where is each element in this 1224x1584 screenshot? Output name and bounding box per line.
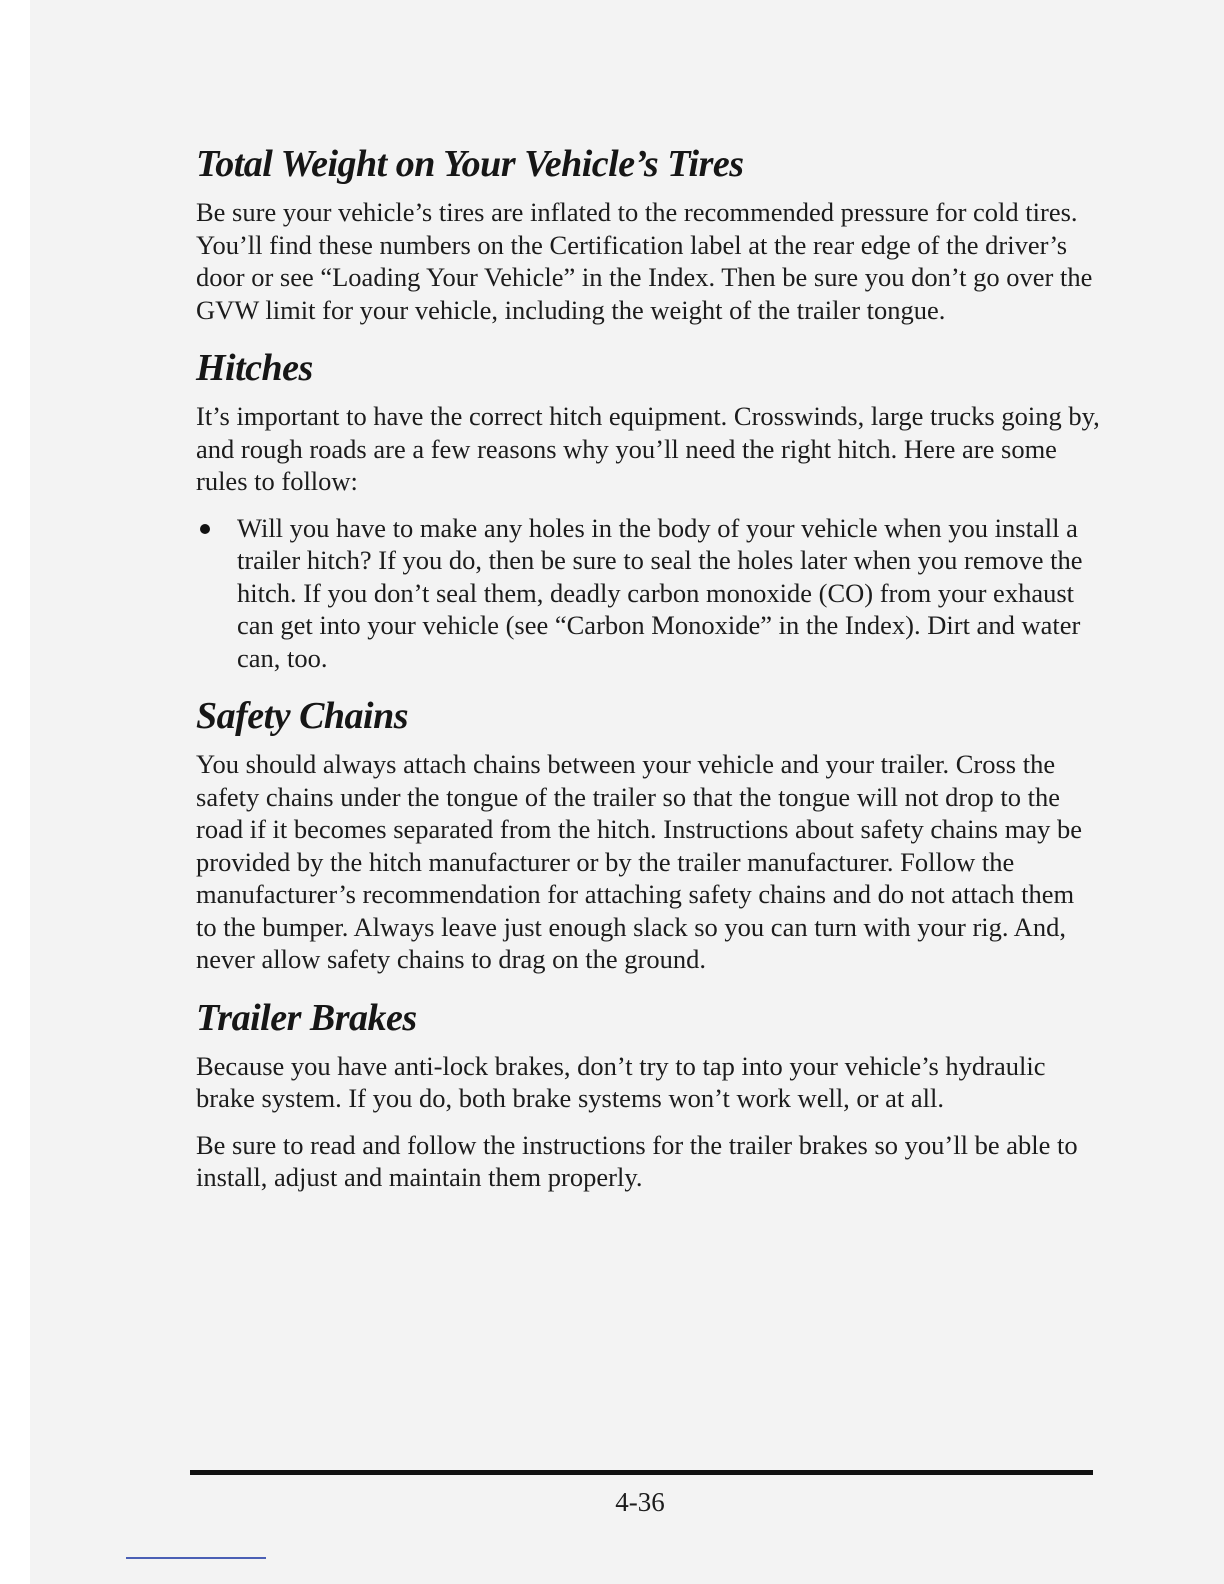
manual-page — [30, 0, 1224, 1584]
section-hitches — [196, 346, 1101, 674]
footer-rule — [190, 1470, 1093, 1475]
corner-link-underline — [126, 1557, 266, 1559]
hitches-bullet-list — [196, 512, 1101, 675]
paragraph-total-weight: Be sure your vehicle’s tires are inflated to the recommended pressure for cold tires. You’ll find these numbers on the Certification label at the rear edge of the driver’s door or see “Loading Your Vehicle” in the Index. Then be sure you don’t go over the GVW limit for your vehicle, including the weight of the trailer tongue. — [196, 197, 1093, 325]
paragraph-trailer-brakes-2: Be sure to read and follow the instructions for the trailer brakes so you’ll be able to install, adjust and maintain them properly. — [196, 1129, 1078, 1192]
list-item-text: Will you have to make any holes in the body of your vehicle when you install a trailer hitch? If you do, then be sure to seal the holes later when you remove the hitch. If you don’t seal them, deadly carbon monoxide (CO) from your exhaust can get into your vehicle (see “Carbon Monoxide” in the Index). Dirt and water can, too. — [237, 512, 1083, 673]
section-trailer-brakes — [196, 996, 1101, 1194]
section-heading-safety-chains: Safety Chains — [196, 695, 409, 737]
paragraph-safety-chains: You should always attach chains between your vehicle and your trailer. Cross the safety chains under the tongue of the trailer so that the tongue will not drop to the road if it becomes separated from the hitch. Instructions about safety chains may be provided by the hitch manufacturer or by the trailer manufacturer. Follow the manufacturer’s recommendation for attaching safety chains and do not attach them to the bumper. Always leave just enough slack so you can turn with your rig. And, never allow safety chains to drag on the ground. — [196, 749, 1082, 974]
section-safety-chains — [196, 694, 1101, 976]
section-total-weight — [196, 142, 1101, 326]
left-margin-strip — [0, 0, 30, 1584]
section-heading-total-weight: Total Weight on Your Vehicle’s Tires — [196, 143, 744, 185]
bullet-icon — [200, 524, 210, 534]
section-heading-hitches: Hitches — [196, 347, 313, 389]
section-heading-trailer-brakes: Trailer Brakes — [196, 996, 417, 1039]
page-number: 4-36 — [615, 1487, 665, 1517]
list-item — [196, 512, 1101, 675]
page-content — [196, 142, 1101, 1214]
paragraph-trailer-brakes-1: Because you have anti-lock brakes, don’t try to tap into your vehicle’s hydraulic brake system. If you do, both brake systems won’t work well, or at all. — [196, 1050, 1046, 1113]
paragraph-hitches: It’s important to have the correct hitch equipment. Crosswinds, large trucks going by, and rough roads are a few reasons why you’ll need the right hitch. Here are some rules to follow: — [196, 401, 1100, 496]
